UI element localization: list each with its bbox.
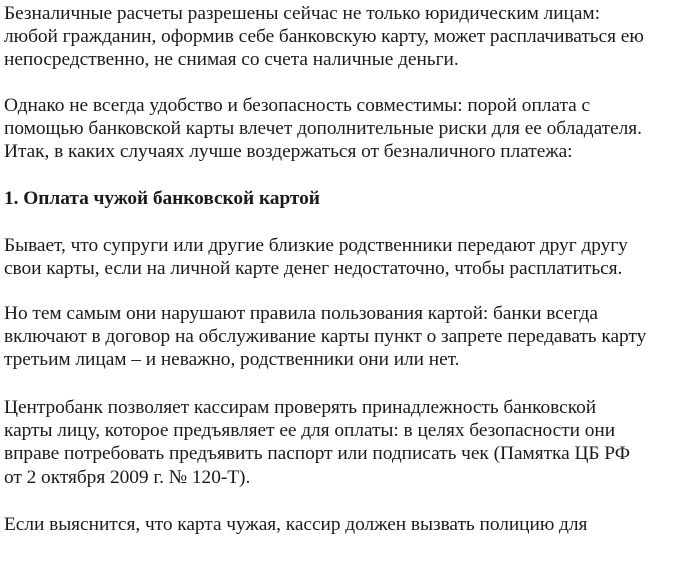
text-line: свои карты, если на личной карте денег недостаточно, чтобы расплатиться. [4, 258, 623, 280]
text-line: непосредственно, не снимая со счета наличные деньги. [4, 49, 459, 71]
paragraph-central-bank [4, 396, 696, 489]
paragraph-police [4, 513, 696, 536]
text-line: Безналичные расчеты разрешены сейчас не только юридическим лицам: [4, 3, 600, 24]
text-line: карты лицу, которое предъявляет ее для оплаты: в целях безопасности они [4, 420, 616, 442]
text-line: помощью банковской карты влечет дополнительные риски для ее обладателя. [4, 118, 642, 140]
text-line: Бывает, что супруги или другие близкие родственники передают друг другу [4, 235, 628, 256]
paragraph-relatives [4, 234, 696, 280]
text-line: Но тем самым они нарушают правила пользования картой: банки всегда [4, 303, 598, 324]
paragraph-risks [4, 94, 696, 164]
text-line: Если выяснится, что карта чужая, кассир должен вызвать полицию для [4, 514, 588, 535]
text-line: Центробанк позволяет кассирам проверять принадлежность банковской [4, 397, 597, 418]
text-line: от 2 октября 2009 г. № 120-Т). [4, 466, 251, 488]
text-line: третьим лицам – и неважно, родственники они или нет. [4, 349, 460, 371]
section-heading [4, 187, 696, 210]
paragraph-rules [4, 302, 696, 372]
text-line: любой гражданин, оформив себе банковскую карту, может расплачиваться ею [4, 26, 644, 48]
text-line: включают в договор на обслуживание карты пункт о запрете передавать карту [4, 326, 647, 348]
heading-text: 1. Оплата чужой банковской картой [4, 188, 320, 209]
text-line: вправе потребовать предъявить паспорт или подписать чек (Памятка ЦБ РФ [4, 443, 630, 465]
text-line: Итак, в каких случаях лучше воздержаться от безналичного платежа: [4, 141, 573, 163]
paragraph-intro [4, 2, 696, 72]
text-line: Однако не всегда удобство и безопасность совместимы: порой оплата с [4, 95, 591, 116]
